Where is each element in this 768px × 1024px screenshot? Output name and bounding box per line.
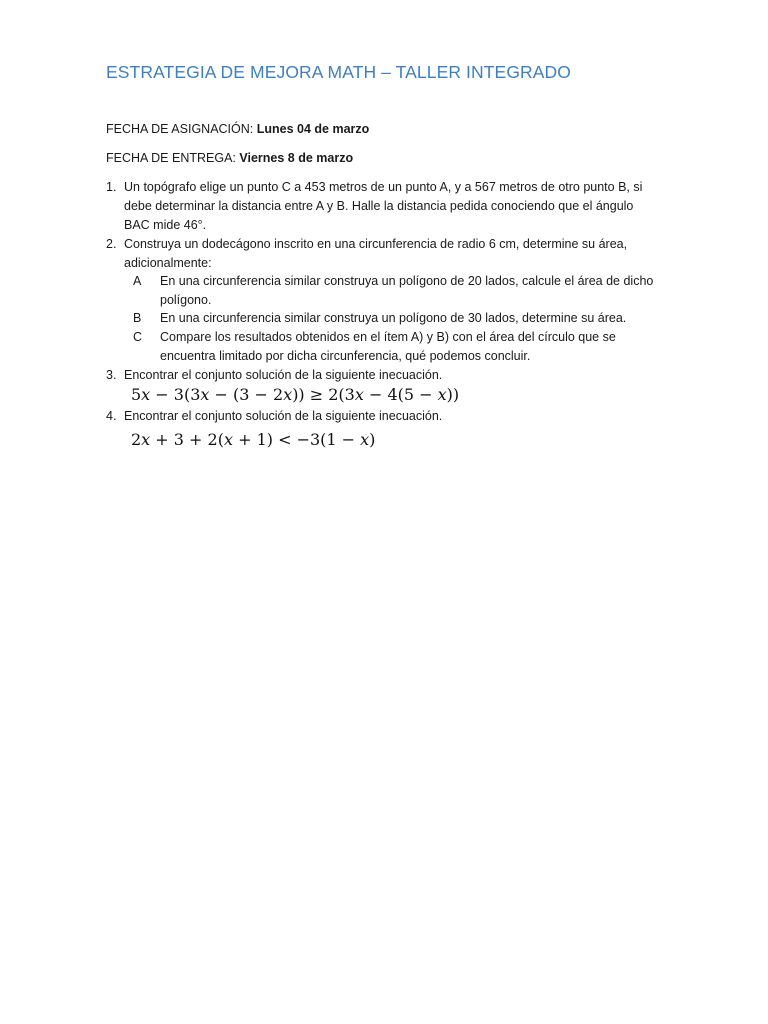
subitem-line: En una circunferencia similar construya un polígono de 30 lados, determine su área. [160,311,627,325]
inequality-formula: 2𝑥 + 3 + 2(𝑥 + 1) < −3(1 − 𝑥) [131,430,376,449]
subitem-letter: C [133,330,143,344]
item-line: Encontrar el conjunto solución de la siguiente inecuación. [124,409,443,423]
due-date-value: Viernes 8 de marzo [239,151,354,165]
item-number: 1. [106,180,117,194]
item-number: 3. [106,368,117,382]
subitem-letter: B [133,311,142,325]
assignment-date-value: Lunes 04 de marzo [256,122,370,136]
inequality-formula: 5𝑥 − 3(3𝑥 − (3 − 2𝑥)) ≥ 2(3𝑥 − 4(5 − 𝑥)) [131,385,460,404]
assignment-date-label: FECHA DE ASIGNACIÓN: [106,122,257,136]
subitem-line: En una circunferencia similar construya un polígono de 20 lados, calcule el área de dicho [160,274,654,288]
subitem-line: polígono. [160,293,212,307]
subitem-line: Compare los resultados obtenidos en el ítem A) y B) con el área del círculo que se [160,330,616,344]
item-line: debe determinar la distancia entre A y B. Halle la distancia pedida conociendo que el ángulo [124,199,634,213]
due-date-label: FECHA DE ENTREGA: [106,151,240,165]
item-line: Encontrar el conjunto solución de la siguiente inecuación. [124,368,443,382]
due-date-line [106,151,353,165]
subitem-line: encuentra limitado por dicha circunferencia, qué podemos concluir. [160,349,531,363]
item-number: 4. [106,409,117,423]
assignment-date-line [106,122,369,136]
item-number: 2. [106,237,117,251]
item-line: Un topógrafo elige un punto C a 453 metros de un punto A, y a 567 metros de otro punto B, si [124,180,643,194]
item-line: Construya un dodecágono inscrito en una circunferencia de radio 6 cm, determine su área, [124,237,628,251]
subitem-letter: A [133,274,142,288]
document-title: ESTRATEGIA DE MEJORA MATH – TALLER INTEGRADO [106,62,571,82]
item-line: adicionalmente: [124,256,212,270]
item-line: BAC mide 46°. [124,218,207,232]
